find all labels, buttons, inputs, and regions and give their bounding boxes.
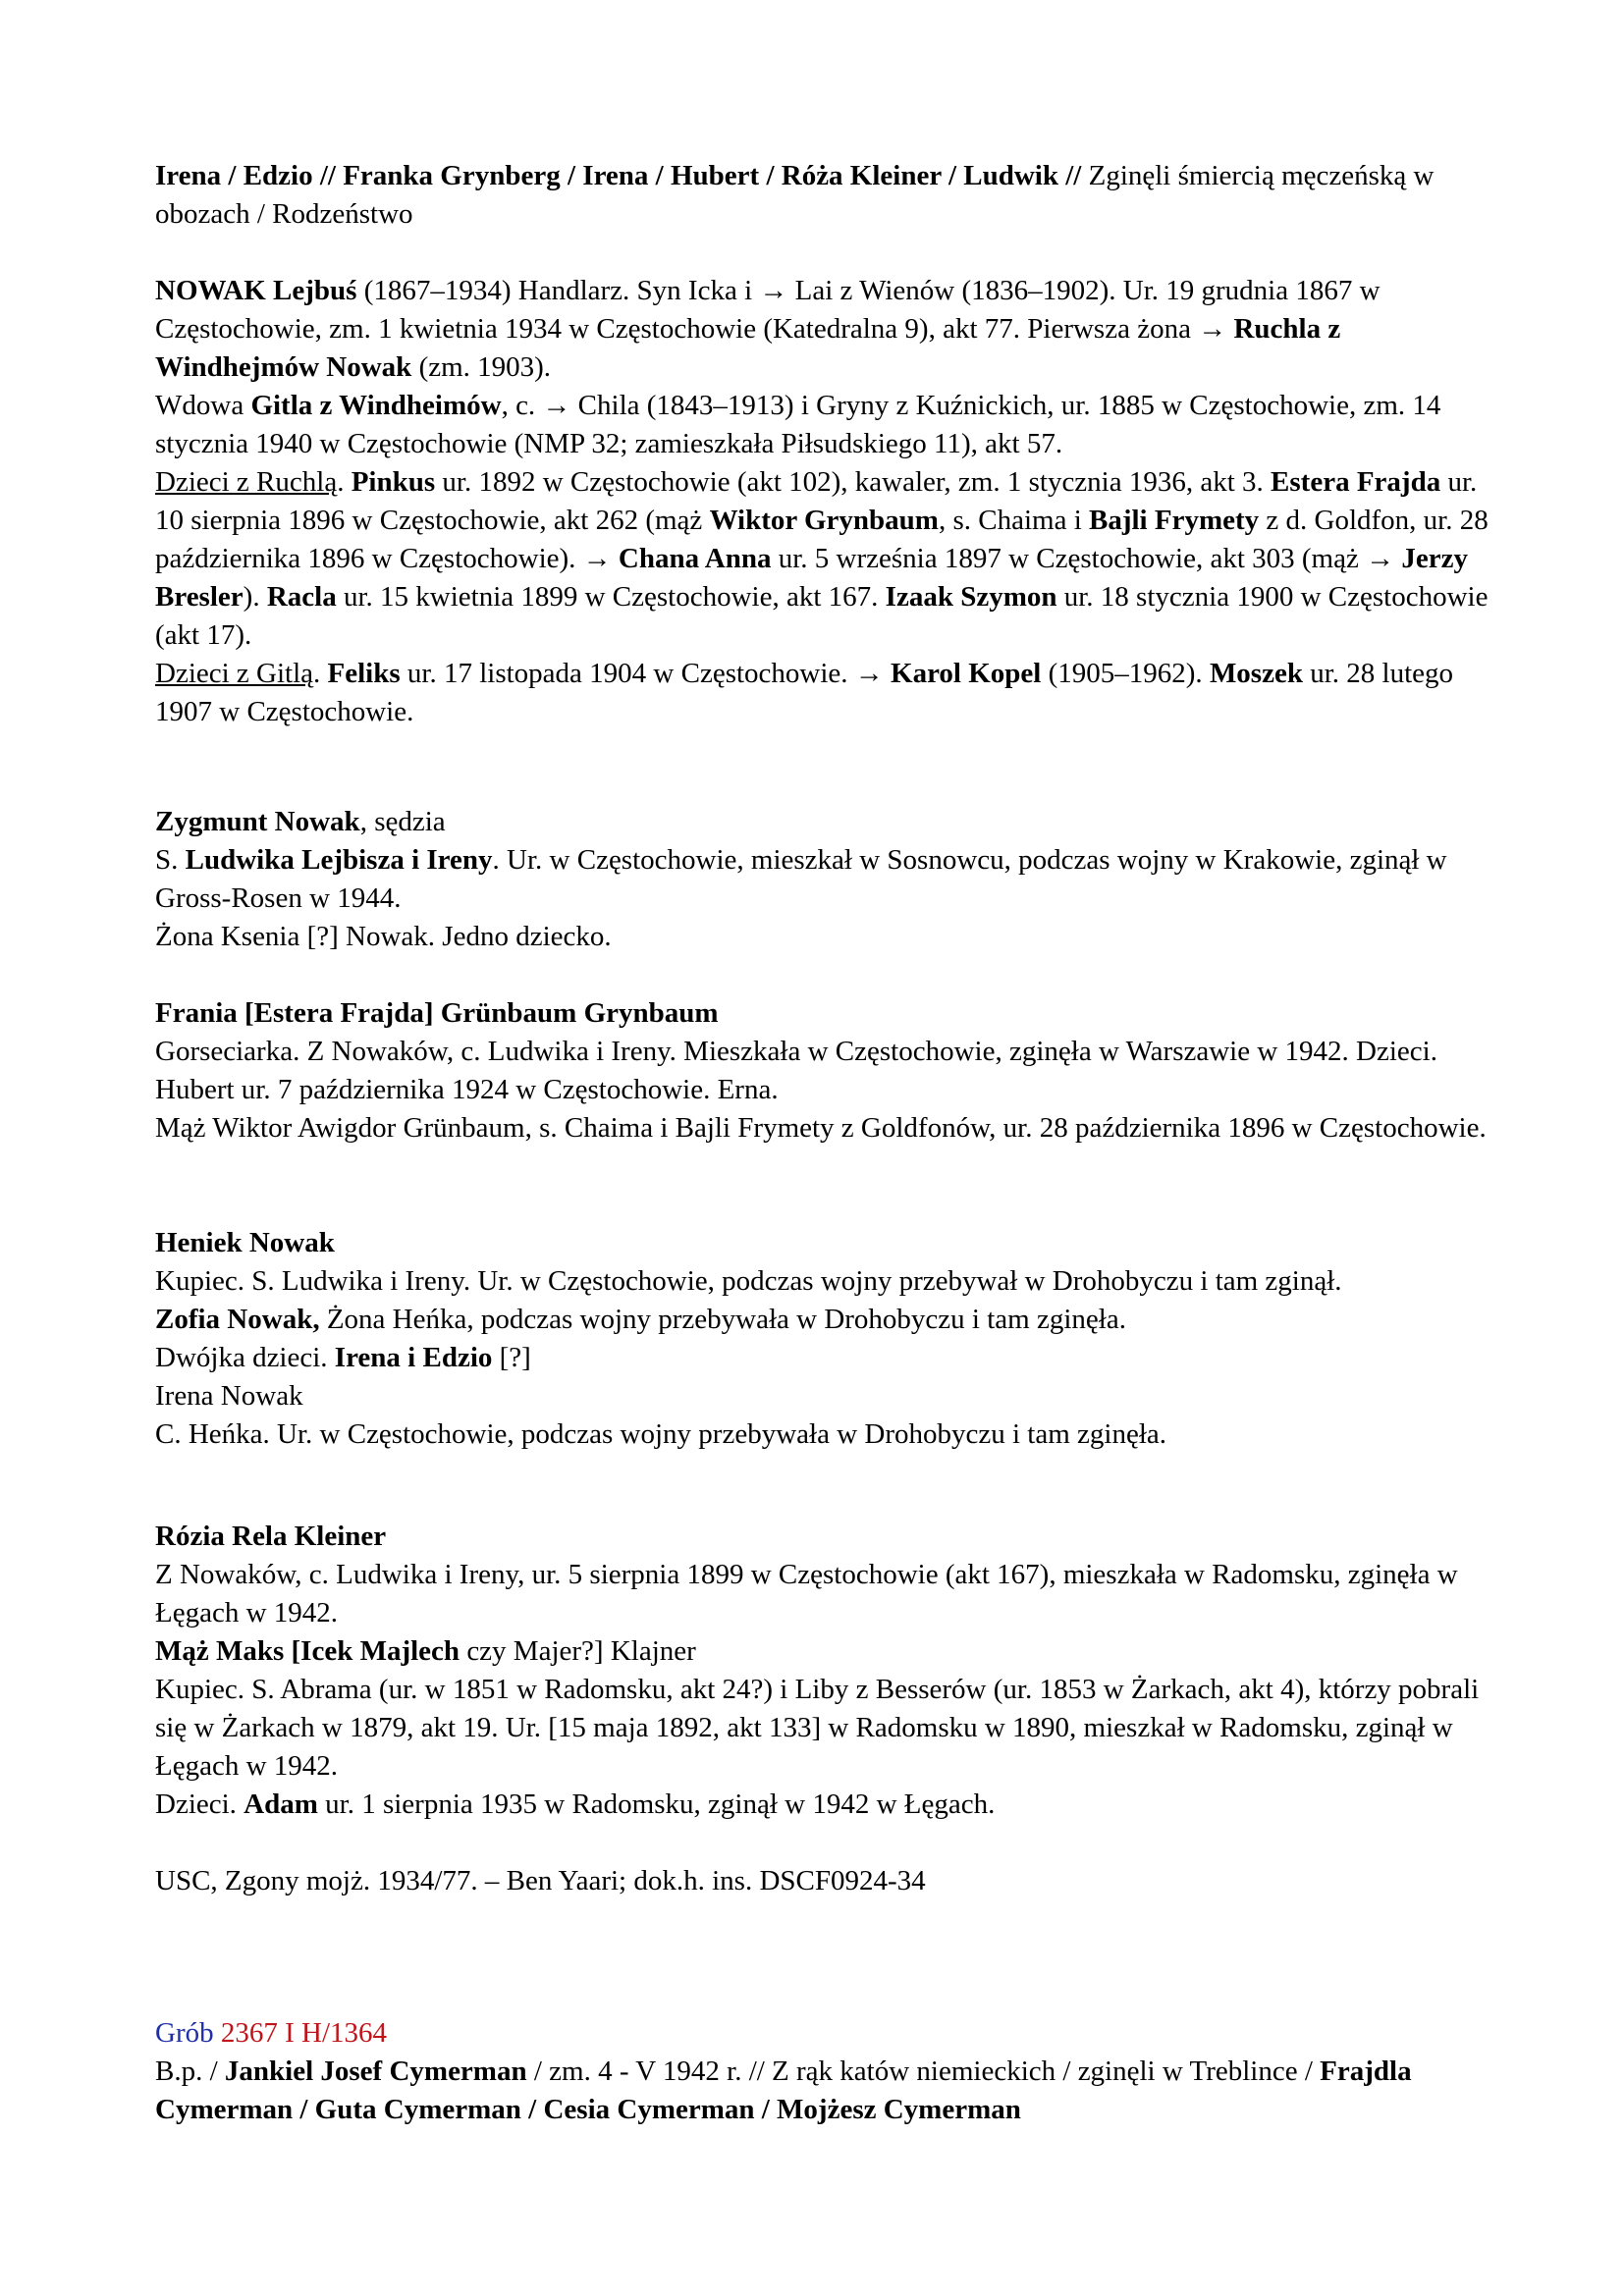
rozia-text: Z Nowaków, c. Ludwika i Ireny, ur. 5 sierpnia 1899 w Częstochowie (akt 167), mieszkała w Radomsku, zginęła w Łęgach w 1942. [155,1559,1458,1629]
karol-name: Karol Kopel [891,658,1042,689]
zygmunt-title: , sędzia [359,806,446,837]
jerzy-text: ). [243,581,267,613]
lejbus-widow-paragraph [155,387,1490,463]
zygmunt-name: Zygmunt Nowak [155,806,360,837]
rozia-entry [155,1518,1490,1824]
lejbus-text2: (zm. 1903). [411,351,552,383]
zygmunt-wife: Żona Ksenia [?] Nowak. Jedno dziecko. [155,921,612,952]
karol-text: (1905–1962). [1041,658,1210,689]
irena-text: C. Heńka. Ur. w Częstochowie, podczas wojny przebywała w Drohobyczu i tam zginęła. [155,1418,1166,1450]
intro-names: Irena / Edzio // Franka Grynberg / Irena / Hubert / Róża Kleiner / Ludwik // [155,160,1082,191]
chana-text: ur. 5 września 1897 w Częstochowie, akt 303 (mąż → [771,543,1402,574]
zygmunt-s: S. [155,844,186,876]
frania-husband: Mąż Wiktor Awigdor Grünbaum, s. Chaima i Bajli Frymety z Goldfonów, ur. 28 października 1896 w Częstochowie. [155,1112,1487,1144]
moszek-text: ur. 28 lutego 1907 w Częstochowie. [155,658,1454,727]
izaak-name: Izaak Szymon [885,581,1057,613]
irena-name: Irena Nowak [155,1380,303,1412]
zofia-name: Zofia Nowak, [155,1304,320,1335]
intro-block [155,157,1490,234]
frania-text: Gorseciarka. Z Nowaków, c. Ludwika i Ireny. Mieszkała w Częstochowie, zginęła w Warszawie w 1942. Dzieci. Hubert ur. 7 października 1924 w Częstochowie. Erna. [155,1036,1437,1105]
grave-heading [155,2014,1490,2053]
rozia-husband-rest: czy Majer?] Klajner [460,1635,696,1667]
children2-dot: . [313,658,328,689]
heniek-name: Heniek Nowak [155,1227,335,1258]
wiktor-text: , s. Chaima i [938,505,1089,536]
heniek-children-suffix: [?] [492,1342,531,1373]
children1-label: Dzieci z Ruchlą [155,466,338,498]
heniek-children [155,1339,1490,1377]
heniek-entry [155,1224,1490,1454]
children1-paragraph [155,463,1490,655]
grave-inscription [155,2053,1490,2129]
chana-name: Chana Anna [618,543,772,574]
racla-name: Racla [266,581,337,613]
zygmunt-text: . Ur. w Częstochowie, mieszkał w Sosnowcu, podczas wojny w Krakowie, zginął w Gross-Rosen w 1944. [155,844,1447,914]
racla-text: ur. 15 kwietnia 1899 w Częstochowie, akt 167. [336,581,886,613]
estera-name: Estera Frajda [1271,466,1441,498]
sources-block [155,1862,1490,1900]
izaak-text: ur. 18 stycznia 1900 w Częstochowie (akt 17). [155,581,1489,651]
widow-text: , c. → Chila (1843–1913) i Gryny z Kuźnickich, ur. 1885 w Częstochowie, zm. 14 stycznia 1940 w Częstochowie (NMP 32; zamieszkała Piłsudskiego 11), akt 57. [155,390,1441,459]
grave-prefix: B.p. / [155,2056,225,2087]
heniek-heading [155,1224,1490,1262]
frania-heading [155,994,1490,1033]
rozia-children-prefix: Dzieci. [155,1789,244,1820]
children2-label: Dzieci z Gitlą [155,658,314,689]
grave-text: / zm. 4 - V 1942 r. // Z rąk katów niemieckich / zginęli w Treblince / [526,2056,1321,2087]
adam-name: Adam [244,1789,318,1820]
intro-paragraph [155,157,1490,234]
rozia-husband-bold: Mąż Maks [Icek Majlech [155,1635,460,1667]
children2-paragraph [155,655,1490,731]
lejbus-wife1: Ruchla z Windhejmów Nowak [155,313,1341,383]
grave-name: Jankiel Josef Cymerman [224,2056,527,2087]
rozia-husband-heading [155,1632,1490,1671]
widow-prefix: Wdowa [155,390,251,421]
rozia-name: Rózia Rela Kleiner [155,1521,387,1552]
zygmunt-paragraph [155,841,1490,918]
bajli-text: z d. Goldfon, ur. 28 października 1896 w Częstochowie). → [155,505,1489,574]
lejbus-paragraph [155,272,1490,387]
feliks-name: Feliks [327,658,401,689]
grave-victims: Frajdla Cymerman / Guta Cymerman / Cesia Cymerman / Mojżesz Cymerman [155,2056,1412,2125]
jerzy-name: Jerzy Bresler [155,543,1468,613]
grave-number: 2367 I H/1364 [213,2017,388,2049]
zygmunt-heading [155,803,1490,841]
lejbus-entry [155,272,1490,731]
rozia-husband-text: Kupiec. S. Abrama (ur. w 1851 w Radomsku, akt 24?) i Liby z Besserów (ur. 1853 w Żarkach, akt 4), którzy pobrali się w Żarkach w 1879, akt 19. Ur. [15 maja 1892, akt 133] w Radomsku w 1890, mieszkał w Radomsku, zginął w Łęgach w 1942. [155,1674,1480,1782]
estera-text: ur. 10 sierpnia 1896 w Częstochowie, akt 262 (mąż [155,466,1478,536]
lejbus-text1: (1867–1934) Handlarz. Syn Icka i → Lai z Wienów (1836–1902). Ur. 19 grudnia 1867 w Częstochowie, zm. 1 kwietnia 1934 w Częstochowie (Katedralna 9), akt 77. Pierwsza żona → [155,275,1380,345]
children1-dot: . [337,466,352,498]
zofia-paragraph [155,1301,1490,1339]
rozia-heading [155,1518,1490,1556]
heniek-text: Kupiec. S. Ludwika i Ireny. Ur. w Częstochowie, podczas wojny przebywał w Drohobyczu i tam zginął. [155,1265,1342,1297]
lejbus-name: NOWAK Lejbuś [155,275,357,306]
widow-name: Gitla z Windheimów [250,390,502,421]
wiktor-name: Wiktor Grynbaum [709,505,939,536]
moszek-name: Moszek [1209,658,1303,689]
heniek-children-names: Irena i Edzio [334,1342,493,1373]
bajli-name: Bajli Frymety [1089,505,1260,536]
zygmunt-entry [155,803,1490,956]
sources-text: USC, Zgony mojż. 1934/77. – Ben Yaari; dok.h. ins. DSCF0924-34 [155,1865,926,1896]
grave-entry [155,2014,1490,2129]
frania-name: Frania [Estera Frajda] Grünbaum Grynbaum [155,997,719,1029]
frania-entry [155,994,1490,1148]
zofia-text: Żona Heńka, podczas wojny przebywała w Drohobyczu i tam zginęła. [319,1304,1126,1335]
grave-label: Grób [155,2017,214,2049]
rozia-children [155,1786,1490,1824]
zygmunt-parents: Ludwika Lejbisza i Ireny [185,844,493,876]
pinkus-text: ur. 1892 w Częstochowie (akt 102), kawaler, zm. 1 stycznia 1936, akt 3. [435,466,1272,498]
adam-text: ur. 1 sierpnia 1935 w Radomsku, zginął w 1942 w Łęgach. [317,1789,996,1820]
intro-text: Zginęli śmiercią męczeńską w obozach / Rodzeństwo [155,160,1435,230]
heniek-children-prefix: Dwójka dzieci. [155,1342,335,1373]
pinkus-name: Pinkus [351,466,436,498]
feliks-text: ur. 17 listopada 1904 w Częstochowie. → [400,658,892,689]
